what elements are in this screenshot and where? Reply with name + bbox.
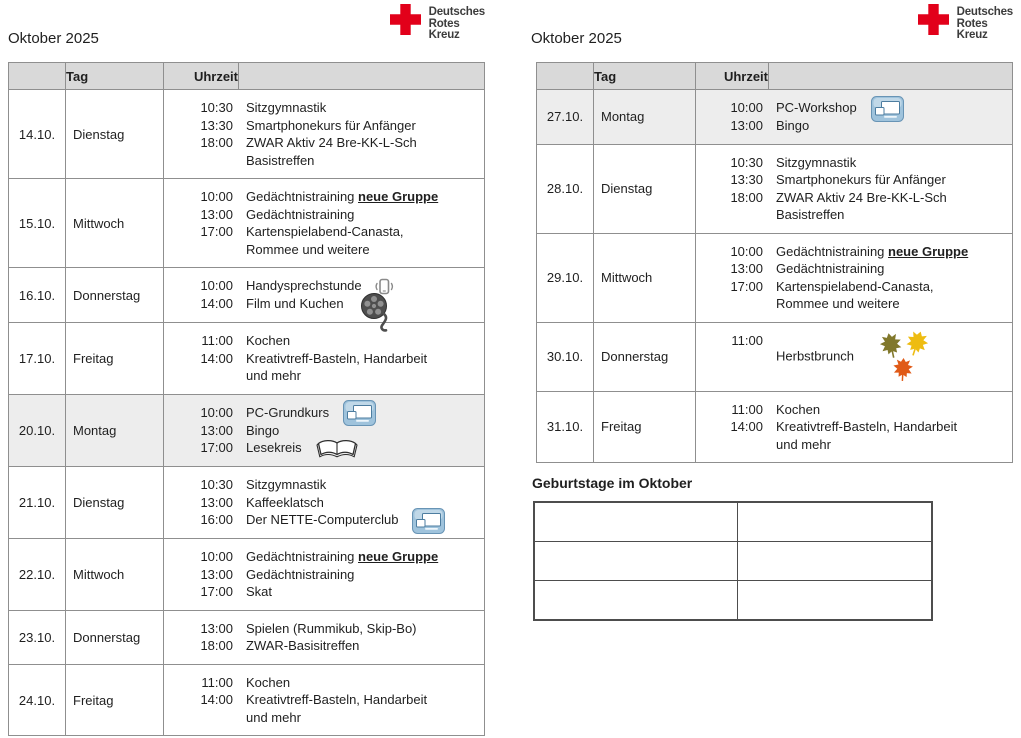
event-text [239, 476, 484, 494]
date-cell: 20.10. [9, 394, 66, 467]
date-column-header [537, 63, 594, 90]
event-entry [164, 188, 484, 206]
date-cell: 17.10. [9, 323, 66, 395]
event-text-line: ZWAR Aktiv 24 Bre-KK-L-Sch [776, 189, 947, 205]
event-time: 18:00 [200, 135, 233, 150]
event-time: 16:00 [200, 512, 233, 528]
date-cell: 14.10. [9, 90, 66, 179]
date-cell: 24.10. [9, 664, 66, 736]
birthday-row [534, 542, 932, 581]
event-time: 17:00 [200, 224, 233, 239]
schedule-row [9, 610, 485, 664]
event-entry [164, 674, 484, 692]
schedule-row [537, 322, 1013, 391]
day-cell: Dienstag [66, 467, 164, 539]
event-text [239, 134, 484, 169]
event-text-line: Kreativtreff-Basteln, Handarbeit [246, 350, 428, 366]
red-cross-icon [390, 4, 421, 40]
event-text-line: PC-Workshop [776, 99, 1006, 117]
day-cell: Donnerstag [594, 322, 696, 391]
events-cell [164, 394, 485, 467]
event-time: 14:00 [200, 350, 233, 366]
day-cell: Freitag [66, 323, 164, 395]
events-cell [696, 322, 1013, 391]
event-time: 10:00 [200, 278, 233, 293]
event-entry [164, 295, 484, 313]
event-text-line: Basistreffen [776, 207, 845, 223]
event-text-line: Smartphonekurs für Anfänger [246, 117, 416, 133]
schedule-row [537, 90, 1013, 145]
event-entry [696, 278, 1012, 313]
event-time: 10:30 [200, 477, 233, 493]
event-entry [164, 583, 484, 601]
event-text [769, 332, 1012, 382]
schedule-row [537, 233, 1013, 322]
event-time: 13:00 [730, 261, 763, 277]
event-text [239, 566, 484, 584]
event-time: 17:00 [200, 584, 233, 600]
event-time: 13:00 [200, 566, 233, 582]
event-text-line: Gedächtnistraining [246, 206, 355, 222]
event-text [239, 511, 484, 529]
event-text [239, 188, 484, 206]
events-cell [164, 268, 485, 323]
event-text [769, 278, 1012, 313]
events-cell [164, 664, 485, 736]
event-text-line: und mehr [246, 709, 301, 725]
event-text-line: Kochen [776, 401, 821, 417]
event-text [239, 99, 484, 117]
event-entry [696, 332, 1012, 382]
events-cell [164, 179, 485, 268]
computer-icon [343, 405, 376, 422]
event-text-line: Kochen [246, 333, 291, 349]
event-text-line: Film und Kuchen [246, 295, 478, 313]
event-time: 13:00 [200, 494, 233, 510]
event-text-line: Kreativtreff-Basteln, Handarbeit [776, 419, 958, 435]
event-entry [164, 277, 484, 295]
event-entry [696, 171, 1012, 189]
event-text [239, 637, 484, 655]
event-time: 13:00 [200, 620, 233, 636]
event-entry [164, 223, 484, 258]
event-entry [164, 134, 484, 169]
activity-column-header [239, 63, 485, 90]
schedule-row [537, 144, 1013, 233]
event-text [239, 117, 484, 135]
event-text-line: Rommee und weitere [776, 296, 900, 312]
event-text-line: Lesekreis [246, 439, 478, 457]
event-entry [164, 350, 484, 385]
events-cell [696, 233, 1013, 322]
event-time: 14:00 [200, 692, 233, 708]
schedule-table-right [536, 62, 1013, 463]
drk-logo-text [429, 4, 485, 42]
event-text-line: und mehr [776, 436, 831, 452]
header-row [9, 63, 485, 90]
right-page [531, 0, 1013, 621]
event-text-line: Kartenspielabend-Canasta, [246, 224, 404, 239]
birthday-cell [738, 542, 933, 581]
event-time: 13:00 [200, 206, 233, 222]
event-text [239, 548, 484, 566]
date-cell: 15.10. [9, 179, 66, 268]
page-title: Oktober 2025 [8, 30, 99, 47]
logo-line: Rotes [956, 17, 988, 30]
event-text [239, 350, 484, 385]
event-text-line: Sitzgymnastik [776, 154, 857, 170]
event-time: 10:30 [730, 154, 763, 170]
right-page-header [531, 0, 1013, 62]
event-text-line: Spielen (Rummikub, Skip-Bo) [246, 620, 417, 636]
event-time: 18:00 [730, 189, 763, 205]
event-text [239, 620, 484, 638]
event-text-line: Basistreffen [246, 152, 315, 168]
birthday-cell [534, 542, 738, 581]
computer-icon [412, 512, 445, 529]
event-text-line: Gedächtnistraining neue Gruppe [246, 549, 439, 565]
left-page [8, 0, 485, 736]
logo-line: Deutsches [956, 6, 1013, 18]
event-text [239, 223, 484, 258]
birthday-cell [534, 502, 738, 542]
event-text [769, 243, 1012, 261]
event-time: 10:00 [200, 189, 233, 204]
schedule-row [9, 664, 485, 736]
event-text-line: Gedächtnistraining neue Gruppe [776, 243, 969, 259]
day-cell: Montag [66, 394, 164, 467]
event-text-line: ZWAR Aktiv 24 Bre-KK-L-Sch [246, 135, 417, 150]
event-time: 14:00 [730, 419, 763, 435]
red-cross-icon [918, 4, 949, 40]
event-time: 10:00 [730, 100, 763, 115]
event-time: 13:30 [730, 172, 763, 188]
event-text [769, 117, 1012, 135]
emphasis-text: neue Gruppe [358, 549, 439, 565]
event-entry [164, 620, 484, 638]
logo-line: Rotes [428, 17, 460, 30]
date-column-header [9, 63, 66, 90]
event-text [769, 189, 1012, 224]
event-text-line: Bingo [776, 118, 810, 134]
event-text-line: Sitzgymnastik [246, 477, 327, 493]
events-cell [164, 323, 485, 395]
event-text-line: Rommee und weitere [246, 241, 370, 257]
event-entry [164, 404, 484, 422]
event-time: 10:00 [730, 243, 763, 259]
drk-logo [918, 4, 1013, 42]
header-row [537, 63, 1013, 90]
day-column-header: Tag [66, 63, 164, 90]
event-text-line: Kaffeeklatsch [246, 494, 324, 510]
event-entry [164, 439, 484, 457]
event-text [769, 418, 1012, 453]
event-entry [696, 189, 1012, 224]
date-cell: 30.10. [537, 322, 594, 391]
day-cell: Mittwoch [594, 233, 696, 322]
event-entry [164, 99, 484, 117]
table-header [537, 63, 1013, 90]
table-header [9, 63, 485, 90]
schedule-row [9, 394, 485, 467]
event-text [239, 404, 484, 422]
event-entry [164, 206, 484, 224]
event-entry [696, 418, 1012, 453]
event-text-line: ZWAR-Basisitreffen [246, 638, 360, 654]
day-cell: Donnerstag [66, 268, 164, 323]
schedule-row [9, 323, 485, 395]
logo-line: Kreuz [956, 29, 988, 41]
event-text [239, 206, 484, 224]
event-text [239, 691, 484, 726]
event-text [239, 439, 484, 457]
emphasis-text: neue Gruppe [888, 243, 969, 259]
event-text [769, 260, 1012, 278]
event-text-line: und mehr [246, 368, 301, 384]
event-time: 13:00 [730, 118, 763, 134]
event-time: 10:00 [200, 404, 233, 420]
time-column-header: Uhrzeit [696, 63, 769, 90]
computer-icon [871, 100, 904, 117]
event-text-line: Der NETTE-Computerclub [246, 511, 478, 529]
event-text-line: Gedächtnistraining [246, 566, 355, 582]
drk-logo-text [957, 4, 1013, 42]
event-text [239, 674, 484, 692]
event-text-line: Gedächtnistraining neue Gruppe [246, 189, 439, 204]
event-text [769, 154, 1012, 172]
autumn-leaves-icon [872, 332, 934, 382]
event-text-line: Smartphonekurs für Anfänger [776, 172, 946, 188]
day-cell: Montag [594, 90, 696, 145]
logo-line: Deutsches [428, 6, 485, 18]
event-entry [696, 99, 1012, 117]
event-time: 18:00 [200, 638, 233, 654]
event-time: 13:00 [200, 422, 233, 438]
event-text [769, 401, 1012, 419]
date-cell: 31.10. [537, 391, 594, 463]
day-cell: Freitag [594, 391, 696, 463]
event-time: 17:00 [200, 440, 233, 456]
events-cell [696, 144, 1013, 233]
event-time: 10:00 [200, 549, 233, 565]
events-cell [164, 90, 485, 179]
schedule-row [9, 90, 485, 179]
event-text-line: Herbstbrunch [776, 332, 1006, 382]
event-entry [164, 511, 484, 529]
page-title: Oktober 2025 [531, 30, 622, 47]
event-entry [164, 422, 484, 440]
event-text-line: Kreativtreff-Basteln, Handarbeit [246, 692, 428, 708]
events-cell [696, 391, 1013, 463]
events-cell [164, 467, 485, 539]
logo-line: Kreuz [428, 29, 460, 41]
event-time: 11:00 [201, 333, 233, 349]
event-entry [164, 332, 484, 350]
event-entry [164, 476, 484, 494]
events-cell [696, 90, 1013, 145]
schedule-row [9, 268, 485, 323]
schedule-row [9, 179, 485, 268]
event-text [239, 422, 484, 440]
event-text [239, 295, 484, 313]
event-text-line: Kartenspielabend-Canasta, [776, 278, 934, 294]
event-time: 14:00 [200, 296, 233, 312]
event-entry [696, 117, 1012, 135]
birthdays-table [533, 501, 933, 621]
date-cell: 21.10. [9, 467, 66, 539]
date-cell: 22.10. [9, 539, 66, 611]
activity-column-header [769, 63, 1013, 90]
event-time: 10:30 [200, 100, 233, 115]
date-cell: 29.10. [537, 233, 594, 322]
day-cell: Mittwoch [66, 539, 164, 611]
event-time: 17:00 [730, 278, 763, 294]
event-text-line: Bingo [246, 422, 280, 438]
event-text [769, 99, 1012, 117]
film-reel-icon [358, 296, 394, 313]
day-cell: Dienstag [66, 90, 164, 179]
event-text-line: Gedächtnistraining [776, 261, 885, 277]
event-time: 13:30 [200, 117, 233, 133]
events-cell [164, 539, 485, 611]
time-column-header: Uhrzeit [164, 63, 239, 90]
event-entry [696, 243, 1012, 261]
event-entry [164, 117, 484, 135]
event-entry [164, 566, 484, 584]
birthday-row [534, 502, 932, 542]
event-entry [696, 401, 1012, 419]
event-time: 11:00 [731, 332, 763, 348]
emphasis-text: neue Gruppe [358, 189, 439, 204]
date-cell: 23.10. [9, 610, 66, 664]
birthday-row [534, 581, 932, 621]
birthday-cell [738, 581, 933, 621]
day-column-header: Tag [594, 63, 696, 90]
event-entry [164, 548, 484, 566]
event-time: 11:00 [201, 674, 233, 690]
left-page-header [8, 0, 485, 62]
date-cell: 27.10. [537, 90, 594, 145]
birthday-cell [738, 502, 933, 542]
event-text-line: Kochen [246, 674, 291, 690]
book-icon [316, 440, 358, 457]
schedule-row [9, 539, 485, 611]
event-text [769, 171, 1012, 189]
day-cell: Freitag [66, 664, 164, 736]
schedule-row [537, 391, 1013, 463]
birthdays-title: Geburtstage im Oktober [532, 475, 693, 492]
schedule-table-left [8, 62, 485, 736]
events-cell [164, 610, 485, 664]
event-entry [696, 154, 1012, 172]
day-cell: Dienstag [594, 144, 696, 233]
event-entry [696, 260, 1012, 278]
schedule-row [9, 467, 485, 539]
day-cell: Donnerstag [66, 610, 164, 664]
event-text-line: Sitzgymnastik [246, 100, 327, 115]
event-text-line: Skat [246, 584, 273, 600]
event-entry [164, 691, 484, 726]
date-cell: 16.10. [9, 268, 66, 323]
date-cell: 28.10. [537, 144, 594, 233]
drk-logo [390, 4, 485, 42]
event-time: 11:00 [731, 401, 763, 417]
event-entry [164, 637, 484, 655]
event-text [239, 583, 484, 601]
event-text-line: Handysprechstunde [246, 277, 478, 295]
day-cell: Mittwoch [66, 179, 164, 268]
event-text [239, 332, 484, 350]
event-text-line: PC-Grundkurs [246, 404, 478, 422]
birthday-cell [534, 581, 738, 621]
event-text [239, 494, 484, 512]
